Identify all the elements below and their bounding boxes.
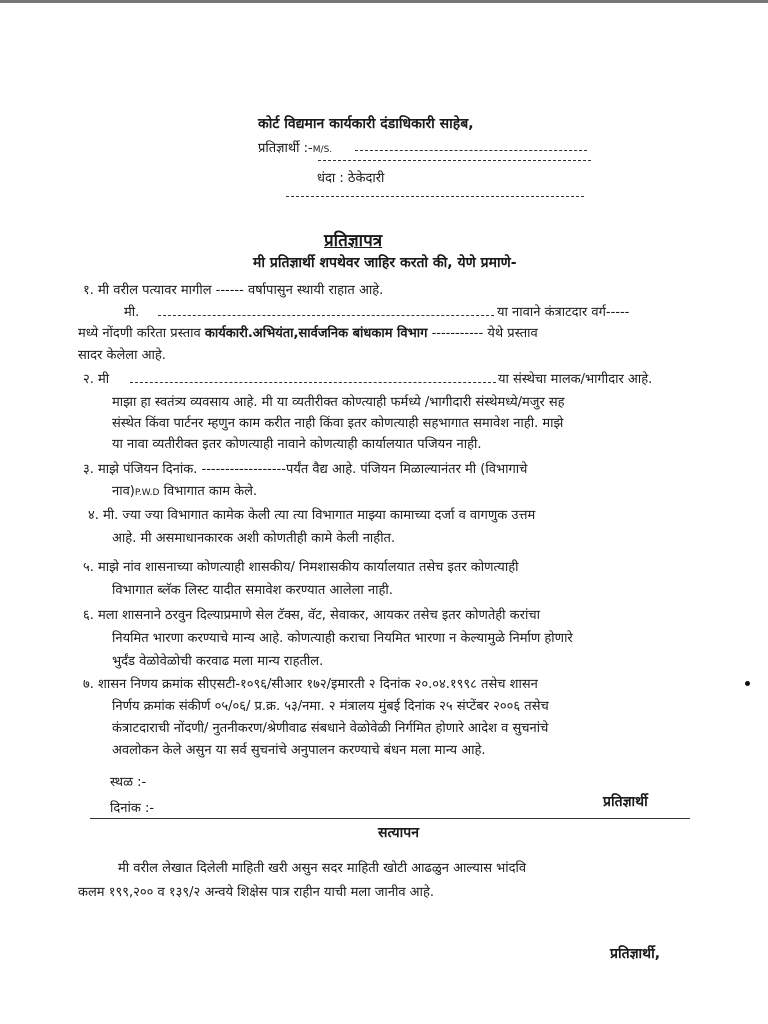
clause-1-proposal-tail: ----------- येथे प्रस्ताव — [431, 326, 538, 341]
final-signature: प्रतिज्ञार्थी, — [610, 946, 661, 962]
document-subtitle: मी प्रतिज्ञार्थी शपथेवर जाहिर करतो की, येणे प्रमाणे- — [253, 255, 517, 271]
clause-4-line-1: ४. मी. ज्या ज्या विभागात कामेक केली त्या त्या विभागात माझ्या कामाच्या दर्जा व वागणुक उत्तम — [88, 508, 536, 523]
verification-line-1: मी वरील लेखात दिलेली माहिती खरी असुन सदर माहिती खोटी आढळुन आल्यास भांदवि — [118, 861, 527, 876]
verification-line-2: कलम १९९,२०० व १३९/२ अन्वये शिक्षेस पात्र राहीन याची मला जानीव आहे. — [78, 885, 434, 900]
clause-6-line-3: भुर्दंड वेळोवेळोची करवाढ मला मान्य राहतील. — [112, 654, 324, 669]
clause-6-line-1: ६. मला शासनाने ठरवुन दिल्याप्रमाणे सेल टॅक्स, वॅट, सेवाकर, आयकर तसेच इतर कोणतेही करांचा — [83, 608, 540, 623]
clause-6-line-2: नियमित भारणा करण्याचे मान्य आहे. कोणत्याही कराचा नियमित भारणा न केल्यामुळे निर्माण होणारे — [112, 631, 573, 646]
clause-7-line-4: अवलोकन केले असुन या सर्व सुचनांचे अनुपालन करण्याचे बंधन मला मान्य आहे. — [112, 743, 486, 758]
clause-1-contractor-class: या नावाने कंत्राटदार वर्ग----- — [497, 305, 630, 320]
clause-3-name-label: नाव) — [112, 484, 135, 499]
clause-2-owner-text: या संस्थेचा मालक/भागीदार आहे. — [498, 372, 653, 387]
deponent-address-line — [318, 160, 591, 161]
clause-5-line-2: विभागात ब्लॅक लिस्ट यादीत समावेश करण्यात आलेला नाही. — [112, 583, 393, 598]
clause-5-line-1: ५. माझे नांव शासनाच्या कोणत्याही शासकीय/ निमशासकीय कार्यालयात तसेच इतर कोणत्याही — [83, 560, 519, 575]
verification-heading: सत्यापन — [378, 825, 419, 841]
business-line: धंदा : ठेकेदारी — [317, 171, 385, 186]
clause-7-line-3: कंत्राटदाराची नोंदणी/ नुतनीकरण/श्रेणीवाढ संबधाने वेळोवेळी निर्गमित होणारे आदेश व सुचनांचे — [112, 721, 549, 736]
scan-top-edge — [0, 0, 768, 3]
clause-2-line-3: संस्थेत किंवा पार्टनर म्हणुन काम करीत नाही किंवा इतर कोणत्याही सहभागात समावेश नाही. माझे — [112, 416, 564, 431]
business-underline — [286, 196, 584, 197]
deponent-name-line — [355, 150, 587, 151]
date-label: दिनांक :- — [110, 801, 155, 816]
clause-2-line-4: या नावा व्यतीरीक्त इतर कोणत्याही नावाने कोणत्याही कार्यालयात पजियन नाही. — [112, 437, 482, 452]
place-label: स्थळ :- — [110, 775, 147, 790]
clause-4-line-2: आहे. मी असमाधानकारक अशी कोणतीही कामे केली नाहीत. — [112, 531, 396, 546]
clause-3-line-2 — [112, 481, 257, 499]
clause-1-name-label: मी. — [124, 305, 140, 320]
clause-1-office-name: कार्यकारी.अभियंता,सार्वजनिक बांधकाम विभाग — [204, 326, 428, 341]
clause-3-line-1: ३. माझे पंजियन दिनांक. ------------------पर्यंत वैद्य आहे. पंजियन मिळाल्यानंतर मी (विभागाचे — [83, 462, 528, 477]
document-title: प्रतिज्ञापत्र — [324, 231, 383, 251]
clause-1-line-1: १. मी वरील पत्यावर मागील ------ वर्षापासुन स्थायी राहात आहे. — [83, 283, 384, 298]
clause-1-name-line — [158, 315, 494, 316]
deponent-ms: M/S. — [312, 145, 333, 155]
clause-2-firm-line — [130, 382, 496, 383]
clause-2-label: २. मी — [83, 372, 110, 387]
clause-1-line-4: सादर केलेला आहे. — [78, 348, 166, 363]
deponent-label-text: प्रतिज्ञार्थी :- — [258, 141, 313, 156]
verification-separator — [90, 818, 690, 819]
clause-3-dept-text: विभागात काम केले. — [163, 484, 258, 499]
clause-7-line-2: निर्णय क्रमांक संकीर्ण ०५/०६/ प्र.क्र. ५३/नमा. २ मंत्रालय मुंबई दिनांक २५ संप्टेंबर २००६ तसेच — [112, 699, 549, 714]
deponent-signature: प्रतिज्ञार्थी — [603, 794, 648, 810]
scan-speck — [745, 681, 750, 686]
clause-1-proposal-text: मध्ये नोंदणी करिता प्रस्ताव — [78, 326, 201, 341]
clause-3-pwd: P.W.D — [134, 488, 160, 498]
clause-7-line-1: ७. शासन निणय क्रमांक सीएसटी-१०९६/सीआर १७२/इमारती २ दिनांक २०.०४.१९९८ तसेच शासन — [83, 677, 538, 692]
clause-2-line-2: माझा हा स्वतंत्र्य व्यवसाय आहे. मी या व्यतीरीक्त कोण्त्याही फर्मध्ये /भागीदारी संस्थेमध्ये/मजुर सह — [112, 395, 565, 410]
court-line: कोर्ट विद्यमान कार्यकारी दंडाधिकारी साहेब, — [258, 116, 474, 132]
clause-1-line-3 — [78, 323, 538, 341]
deponent-label — [258, 138, 332, 156]
